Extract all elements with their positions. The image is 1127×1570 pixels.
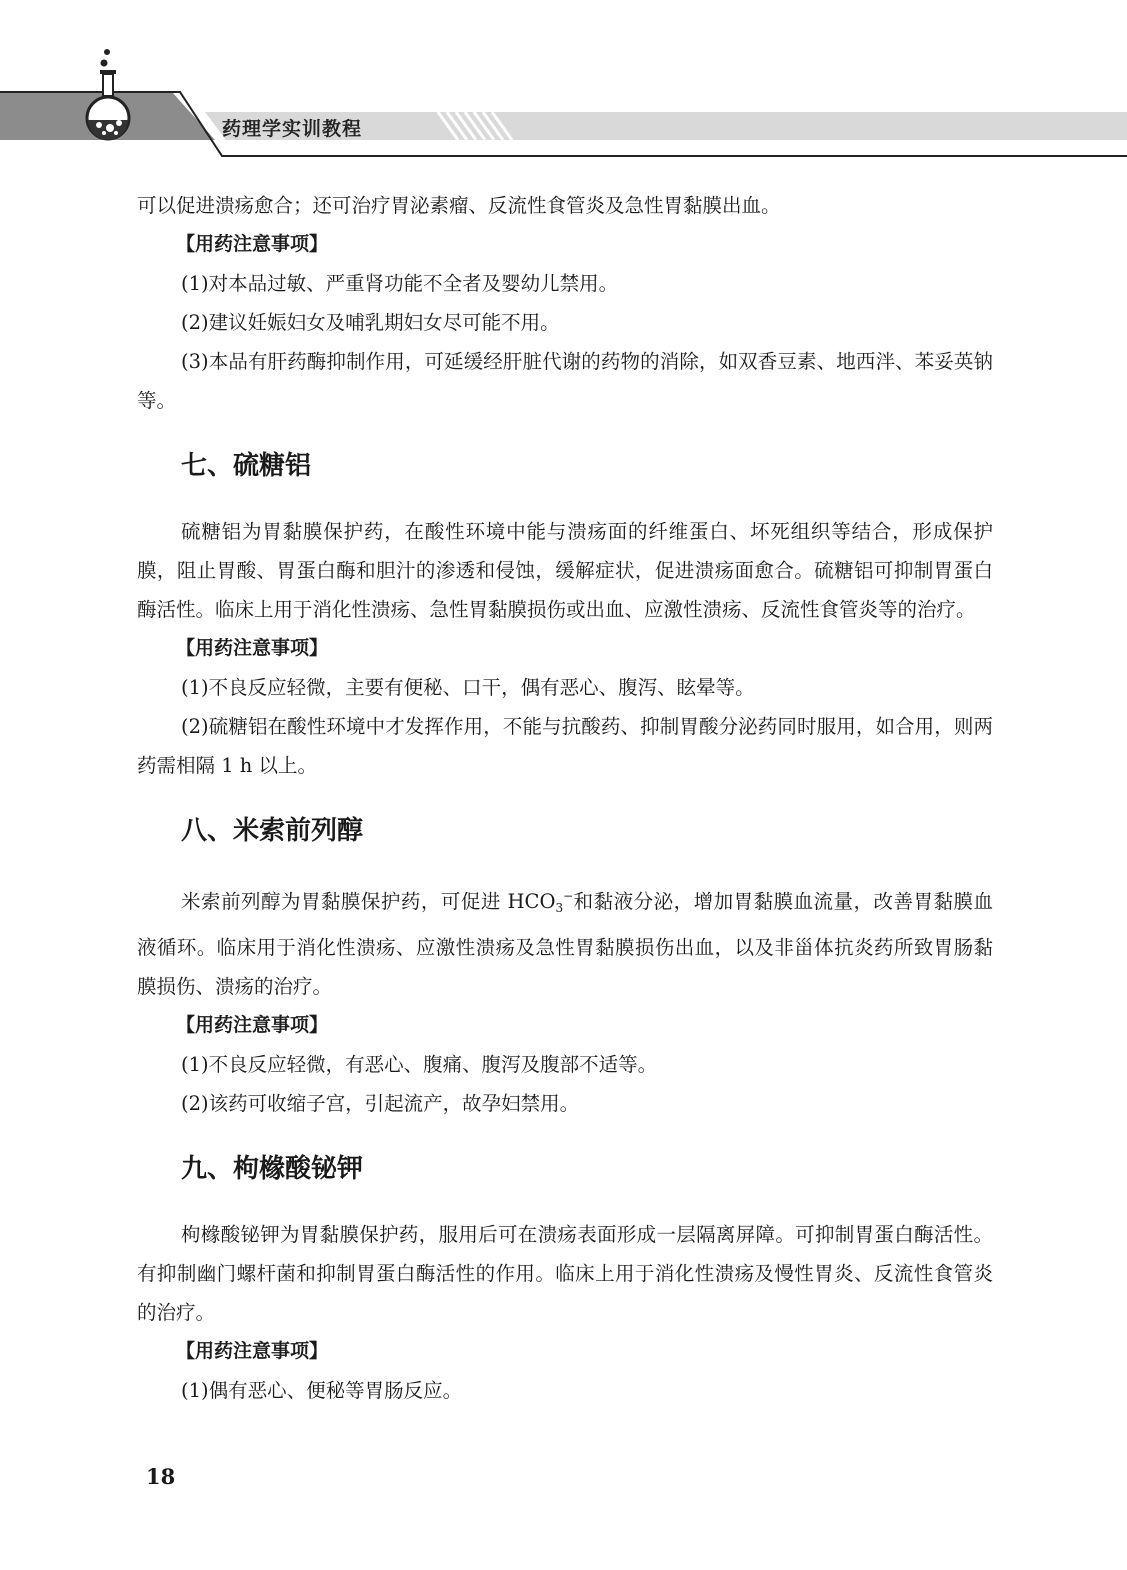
formula-superscript: − [563,889,574,903]
section-body [137,877,993,1006]
note-heading: 【用药注意事项】 [176,233,329,255]
note-heading: 【用药注意事项】 [176,1340,329,1362]
formula-subscript: 3 [555,901,564,915]
note-heading: 【用药注意事项】 [176,1014,329,1036]
section-title: 九、枸橼酸铋钾 [181,1154,364,1184]
note-item: (2)该药可收缩子宫，引起流产，故孕妇禁用。 [181,1092,580,1115]
note-item: (1)偶有恶心、便秘等胃肠反应。 [181,1379,463,1402]
page-content [137,186,993,1410]
note-item: (3)本品有肝药酶抑制作用，可延缓经肝脏代谢的药物的消除，如双香豆素、地西泮、苯妥英钠等。 [137,350,993,412]
note-item: (1)不良反应轻微，主要有便秘、口干，偶有恶心、腹泻、眩晕等。 [181,676,755,699]
book-title: 药理学实训教程 [222,118,363,140]
paragraph-continuation: 可以促进溃疡愈合；还可治疗胃泌素瘤、反流性食管炎及急性胃黏膜出血。 [137,194,781,217]
page-header [0,0,1127,170]
body-text: 米索前列醇为胃黏膜保护药，可促进 HCO [181,890,556,913]
page-number: 18 [146,1464,176,1489]
section-body: 硫糖铝为胃黏膜保护药，在酸性环境中能与溃疡面的纤维蛋白、坏死组织等结合，形成保护膜，阻止胃酸、胃蛋白酶和胆汁的渗透和侵蚀，缓解症状，促进溃疡面愈合。硫糖铝可抑制胃蛋白酶活性。临床上用于消化性溃疡、急性胃黏膜损伤或出血、应激性溃疡、反流性食管炎等的治疗。 [137,520,993,621]
note-item: (2)硫糖铝在酸性环境中才发挥作用，不能与抗酸药、抑制胃酸分泌药同时服用，如合用，则两药需相隔 1 h 以上。 [137,715,993,777]
section-body: 枸橼酸铋钾为胃黏膜保护药，服用后可在溃疡表面形成一层隔离屏障。可抑制胃蛋白酶活性。有抑制幽门螺杆菌和抑制胃蛋白酶活性的作用。临床上用于消化性溃疡及慢性胃炎、反流性食管炎的治疗。 [137,1223,993,1324]
note-item: (2)建议妊娠妇女及哺乳期妇女尽可能不用。 [181,311,560,334]
header-decoration [0,0,1127,170]
note-heading: 【用药注意事项】 [176,637,329,659]
section-title: 八、米索前列醇 [181,816,364,846]
note-item: (1)对本品过敏、严重肾功能不全者及婴幼儿禁用。 [181,272,619,295]
note-item: (1)不良反应轻微，有恶心、腹痛、腹泻及腹部不适等。 [181,1053,658,1076]
section-title: 七、硫糖铝 [181,451,312,481]
body-text: 和黏液分泌，增加胃黏膜血流量，改善胃黏膜血液循环。临床用于消化性溃疡、应激性溃疡及急性胃黏膜损伤出血，以及非甾体抗炎药所致胃肠黏膜损伤、溃疡的治疗。 [137,890,993,998]
